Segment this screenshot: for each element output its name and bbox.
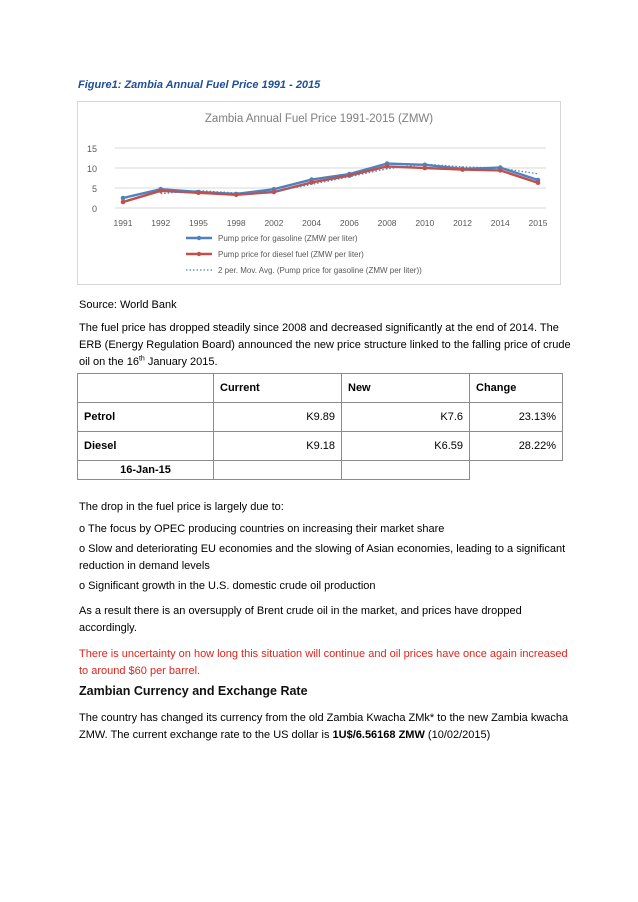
legend-marker	[197, 236, 201, 240]
petrol-new: K7.6	[342, 403, 470, 432]
figure-title: Figure1: Zambia Annual Fuel Price 1991 - 2015	[78, 79, 321, 91]
x-tick-label: 1991	[113, 218, 133, 228]
x-tick-label: 1998	[226, 218, 246, 228]
x-tick-label: 1992	[151, 218, 171, 228]
table-row	[78, 403, 563, 432]
uncertainty-note: There is uncertainty on how long this situation will continue and oil prices have once again increased to around $60 per barrel.	[79, 648, 568, 677]
x-tick-label: 2008	[377, 218, 397, 228]
list-item: o Slow and deteriorating EU economies and the slowing of Asian economies, leading to a significant reduction in demand levels	[79, 543, 566, 572]
row-label-diesel: Diesel	[78, 432, 214, 461]
fuel-price-table	[77, 373, 563, 480]
table-header-new: New	[342, 374, 470, 403]
table-header-change: Change	[470, 374, 563, 403]
y-tick-label: 10	[86, 164, 97, 174]
petrol-change: 23.13%	[470, 403, 563, 432]
x-tick-label: 2006	[339, 218, 359, 228]
paragraph-drop-reasons: The drop in the fuel price is largely due to:	[79, 501, 284, 513]
exchange-text-b: (10/02/2015)	[424, 729, 491, 741]
list-item: o The focus by OPEC producing countries on increasing their market share	[79, 523, 445, 535]
reasons-list	[79, 521, 574, 598]
series-line-diesel	[123, 166, 538, 202]
x-tick-label: 2014	[490, 218, 510, 228]
x-tick-label: 2010	[415, 218, 435, 228]
table-header-empty	[78, 374, 214, 403]
paragraph-oversupply: As a result there is an oversupply of Brent crude oil in the market, and prices have dropped accordingly.	[79, 605, 522, 634]
source-text: Source: World Bank	[79, 299, 177, 311]
x-tick-label: 2002	[264, 218, 284, 228]
legend-label: 2 per. Mov. Avg. (Pump price for gasoline (ZMW per liter))	[218, 266, 422, 275]
table-header-row	[78, 374, 563, 403]
x-tick-label: 2012	[453, 218, 473, 228]
chart-container	[77, 101, 561, 285]
y-tick-label: 5	[91, 184, 97, 194]
table-row	[78, 432, 563, 461]
list-item: o Significant growth in the U.S. domestic crude oil production	[79, 580, 376, 592]
table-header-current: Current	[214, 374, 342, 403]
x-tick-label: 2004	[302, 218, 322, 228]
data-point	[423, 166, 428, 171]
diesel-current: K9.18	[214, 432, 342, 461]
table-date-row	[78, 461, 563, 480]
petrol-current: K9.89	[214, 403, 342, 432]
diesel-new: K6.59	[342, 432, 470, 461]
table-date-empty-3	[470, 461, 563, 480]
data-point	[121, 200, 126, 205]
paragraph-fuel-drop	[79, 320, 574, 371]
y-tick-label: 0	[91, 204, 97, 214]
data-point	[536, 181, 541, 186]
paragraph-fuel-drop-b: January 2015.	[144, 356, 218, 368]
chart-title: Zambia Annual Fuel Price 1991-2015 (ZMW)	[204, 113, 434, 125]
fuel-price-chart	[78, 102, 560, 284]
table-date-empty-2	[342, 461, 470, 480]
exchange-rate-value: 1U$/6.56168 ZMW	[332, 729, 425, 741]
row-label-petrol: Petrol	[78, 403, 214, 432]
data-point	[121, 196, 126, 201]
section-heading-currency: Zambian Currency and Exchange Rate	[79, 684, 308, 698]
table-date: 16-Jan-15	[78, 461, 214, 480]
diesel-change: 28.22%	[470, 432, 563, 461]
y-tick-label: 15	[86, 144, 97, 154]
data-point	[158, 189, 163, 194]
data-point	[385, 164, 390, 169]
x-tick-label: 1995	[188, 218, 208, 228]
table-date-empty-1	[214, 461, 342, 480]
x-tick-label: 2015	[528, 218, 548, 228]
legend-marker	[197, 252, 201, 256]
exchange-text-a: The country has changed its currency from the old Zambia Kwacha ZMk* to the new Zambia kwacha ZMW. The current exchange rate to the US dollar is	[79, 712, 569, 741]
data-point	[460, 167, 465, 172]
paragraph-fuel-drop-sup: th	[138, 355, 145, 363]
legend-label: Pump price for diesel fuel (ZMW per liter)	[218, 250, 364, 259]
legend-label: Pump price for gasoline (ZMW per liter)	[218, 234, 358, 243]
paragraph-fuel-drop-a: The fuel price has dropped steadily since 2008 and decreased significantly at the end of 2014. The ERB (Energy Regulation Board) announced the new price structure linked to the falling price of crude oil on the 16	[79, 322, 571, 368]
paragraph-exchange-rate	[79, 710, 574, 744]
